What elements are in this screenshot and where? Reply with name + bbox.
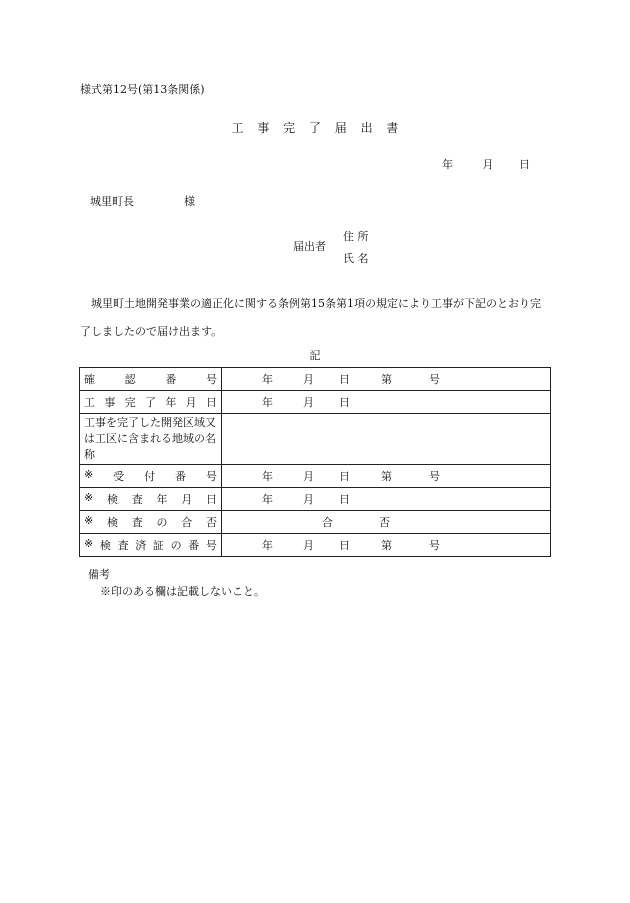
table-value-cell[interactable]: [222, 511, 551, 534]
value-month: 月: [303, 493, 314, 506]
table-label-cell: [80, 414, 222, 465]
table-row: [80, 534, 551, 557]
value-dai: 第: [381, 470, 392, 483]
date-year: 年: [442, 158, 453, 171]
value-day: 日: [339, 373, 350, 386]
table-row: [80, 511, 551, 534]
form-number: 様式第12号(第13条関係): [80, 83, 205, 96]
value-go: 号: [429, 373, 440, 386]
completion-table: [79, 367, 551, 557]
table-value-cell[interactable]: [222, 534, 551, 557]
value-month: 月: [303, 373, 314, 386]
date-line: [442, 156, 530, 172]
submitter-name-label: 氏 名: [343, 252, 369, 265]
table-row: [80, 368, 551, 391]
label-confirmation-number: 確 認 番 号: [84, 373, 217, 386]
value-year: 年: [262, 470, 273, 483]
label-completion-date: 工 事 完 了 年 月 日: [84, 396, 217, 409]
table-label-cell: [80, 368, 222, 391]
table-row: [80, 488, 551, 511]
table-value-cell[interactable]: [222, 465, 551, 488]
addressee-honorific: 様: [184, 195, 195, 208]
label-certificate-number: ※ 検 査 済 証 の 番 号: [84, 537, 217, 552]
value-go: 号: [429, 539, 440, 552]
table-label-cell: [80, 465, 222, 488]
value-go: 号: [429, 470, 440, 483]
addressee-name: 城里町長: [90, 195, 134, 208]
notes-title: 備考: [88, 568, 110, 581]
value-dai: 第: [381, 373, 392, 386]
table-value-cell[interactable]: [222, 368, 551, 391]
table-label-cell: [80, 488, 222, 511]
value-day: 日: [339, 396, 350, 409]
value-pass: 合: [322, 516, 333, 529]
value-year: 年: [262, 539, 273, 552]
addressee: [90, 193, 195, 209]
notes-item: ※印のある欄は記載しないこと。: [100, 585, 265, 598]
value-day: 日: [339, 470, 350, 483]
value-day: 日: [339, 493, 350, 506]
value-year: 年: [262, 396, 273, 409]
date-day: 日: [519, 158, 530, 171]
table-label-cell: [80, 391, 222, 414]
value-month: 月: [303, 396, 314, 409]
date-month: 月: [482, 158, 494, 171]
value-month: 月: [303, 539, 314, 552]
value-dai: 第: [381, 539, 392, 552]
table-label-cell: [80, 511, 222, 534]
label-inspection-date: ※ 検 査 年 月 日: [84, 491, 217, 506]
value-day: 日: [339, 539, 350, 552]
value-fail: 否: [379, 516, 390, 529]
table-row: [80, 414, 551, 465]
submitter-label: 届出者: [293, 240, 326, 253]
body-text: 城里町土地開発事業の適正化に関する条例第15条第1項の規定により工事が下記のとおり完了しましたので届け出ます。: [80, 297, 541, 338]
label-area-name: 工事を完了した開発区域又は工区に含まれる地域の名称: [84, 416, 216, 461]
table-value-cell[interactable]: [222, 488, 551, 511]
label-inspection-result: ※ 検 査 の 合 否: [84, 514, 217, 529]
table-row: [80, 465, 551, 488]
submitter-address-label: 住 所: [343, 230, 369, 243]
document-title: 工 事 完 了 届 出 書: [231, 121, 399, 135]
value-month: 月: [303, 470, 314, 483]
value-year: 年: [262, 493, 273, 506]
ki-heading: 記: [309, 349, 321, 362]
table-label-cell: [80, 534, 222, 557]
table-value-cell[interactable]: [222, 391, 551, 414]
table-value-cell[interactable]: [222, 414, 551, 465]
value-year: 年: [262, 373, 273, 386]
label-receipt-number: ※ 受 付 番 号: [84, 468, 217, 483]
table-row: [80, 391, 551, 414]
